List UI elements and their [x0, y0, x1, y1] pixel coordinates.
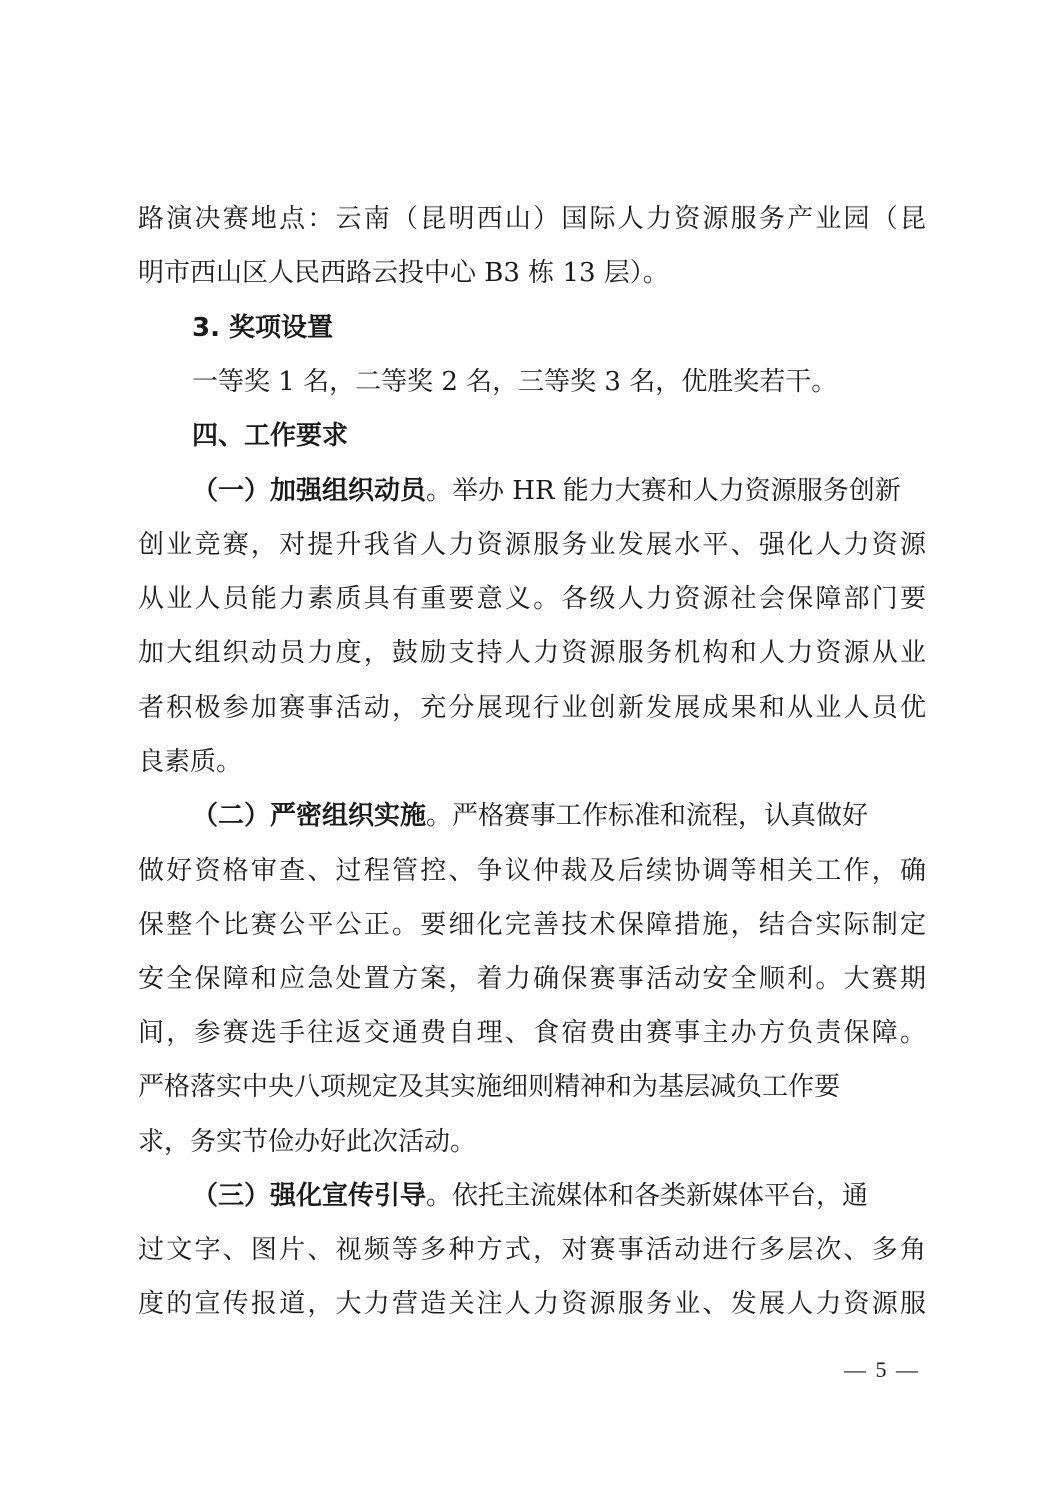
body-line: 创业竞赛，对提升我省人力资源服务业发展水平、强化人力资源 — [138, 530, 926, 560]
body-line: 过文字、图片、视频等多种方式，对赛事活动进行多层次、多角 — [138, 1235, 926, 1265]
body-line: 者积极参加赛事活动，充分展现行业创新发展成果和从业人员优 — [138, 693, 926, 723]
paragraph-lead-rest: 。依托主流媒体和各类新媒体平台，通 — [426, 1181, 869, 1211]
body-line: 明市西山区人民西路云投中心 B3 栋 13 层）。 — [138, 258, 669, 288]
page-number: — 5 — — [844, 1357, 920, 1382]
paragraph-first-line — [192, 471, 901, 511]
body-line: 保整个比赛公平公正。要细化完善技术保障措施，结合实际制定 — [138, 910, 926, 940]
paragraph-lead: （三）强化宣传引导 — [192, 1181, 427, 1211]
body-line: 路演决赛地点：云南（昆明西山）国际人力资源服务产业园（昆 — [138, 204, 926, 234]
body-line: 求，务实节俭办好此次活动。 — [138, 1127, 477, 1157]
paragraph-first-line — [192, 1176, 868, 1216]
paragraph-lead: （一）加强组织动员 — [192, 476, 427, 506]
body-line: 严格落实中央八项规定及其实施细则精神和为基层减负工作要 — [138, 1072, 841, 1102]
section-heading: 四、工作要求 — [192, 421, 349, 451]
body-line: 安全保障和应急处置方案，着力确保赛事活动安全顺利。大赛期 — [138, 964, 926, 994]
paragraph-lead-rest: 。严格赛事工作标准和流程，认真做好 — [426, 801, 869, 831]
body-line: 度的宣传报道，大力营造关注人力资源服务业、发展人力资源服 — [138, 1289, 926, 1319]
paragraph-lead: （二）严密组织实施 — [192, 801, 427, 831]
paragraph-lead-rest: 。举办 HR 能力大赛和人力资源服务创新 — [426, 476, 901, 506]
body-line: 加大组织动员力度，鼓励支持人力资源服务机构和人力资源从业 — [138, 638, 926, 668]
body-line: 间，参赛选手往返交通费自理、食宿费由赛事主办方负责保障。 — [138, 1018, 926, 1048]
paragraph-first-line — [192, 796, 868, 836]
section-heading: 3. 奖项设置 — [192, 313, 334, 343]
body-line: 一等奖 1 名，二等奖 2 名，三等奖 3 名，优胜奖若干。 — [192, 367, 838, 397]
body-line: 从业人员能力素质具有重要意义。各级人力资源社会保障部门要 — [138, 584, 926, 614]
body-line: 做好资格审查、过程管控、争议仲裁及后续协调等相关工作，确 — [138, 856, 926, 886]
body-line: 良素质。 — [138, 747, 243, 777]
